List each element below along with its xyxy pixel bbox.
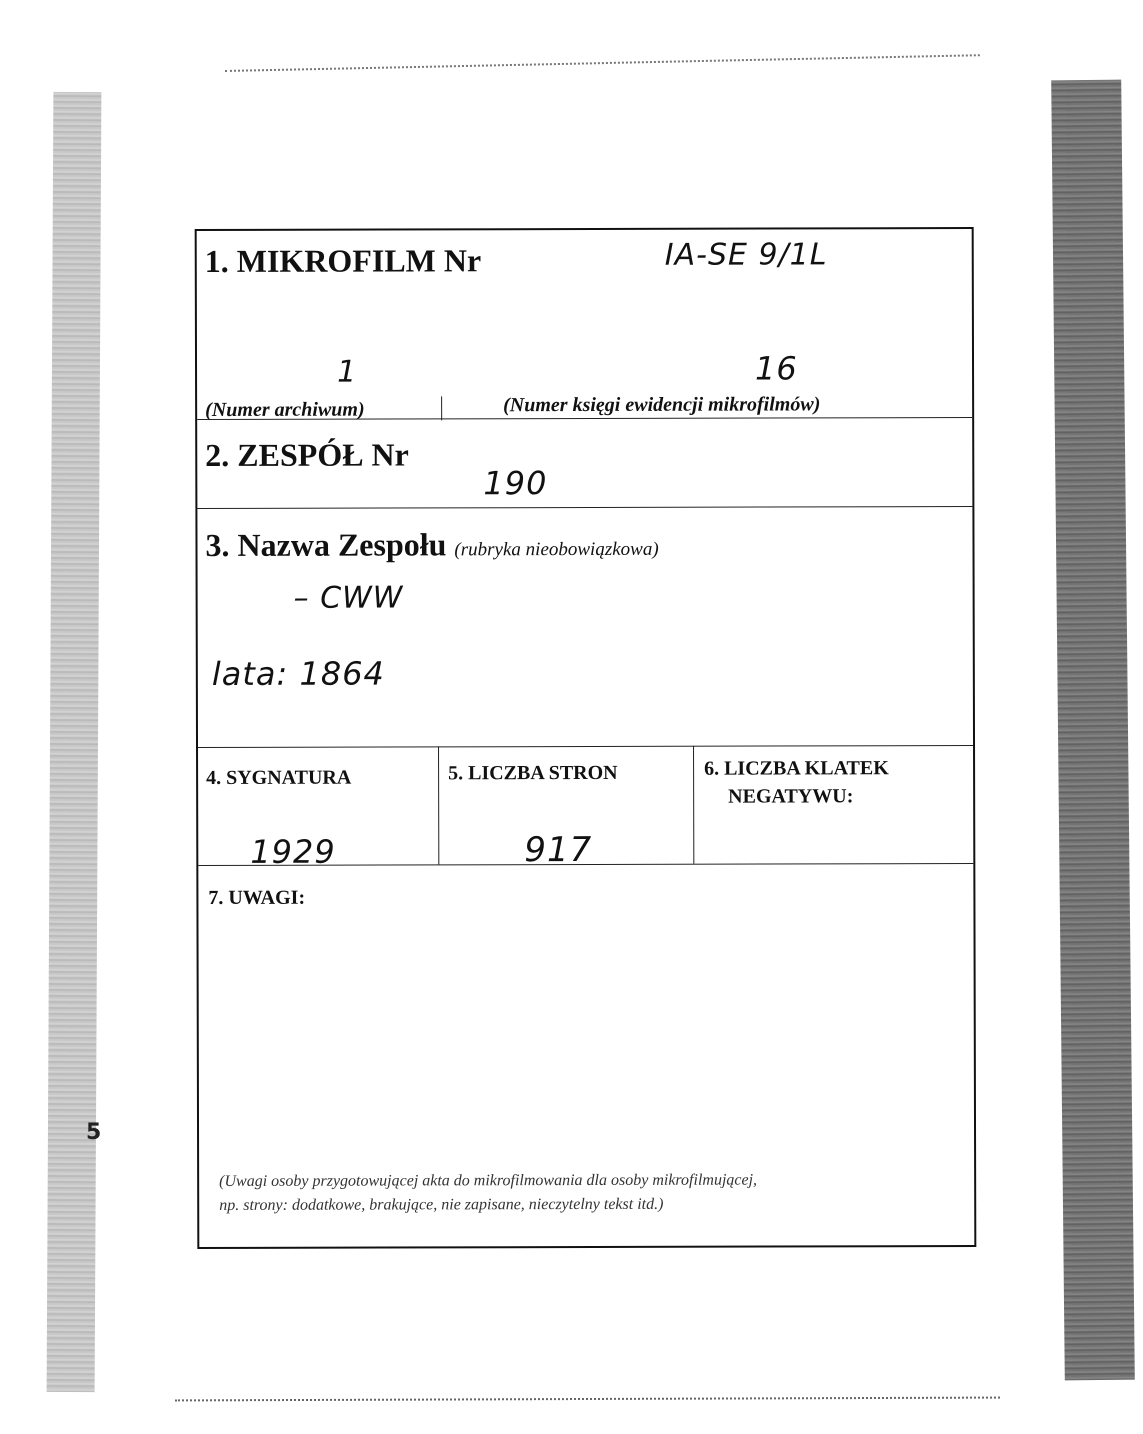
register-number-value: 16: [754, 349, 798, 388]
left-scan-shadow: [47, 92, 102, 1392]
mikrofilm-label: 1. MIKROFILM Nr: [204, 242, 482, 279]
margin-mark: 5: [86, 1120, 102, 1145]
liczba-stron-value: 917: [524, 829, 593, 871]
section3-bottom-line: [198, 745, 973, 748]
section4-divider: [438, 746, 439, 864]
liczba-klatek-label-line1: 6. LICZBA KLATEK: [704, 757, 889, 780]
liczba-klatek-label-line2: NEGATYWU:: [728, 785, 854, 808]
mikrofilm-number-value: IA-SE 9/1L: [664, 237, 828, 273]
section2-bottom-line: [197, 506, 972, 509]
uwagi-note-line2: np. strony: dodatkowe, brakujące, nie zapisane, nieczytelny tekst itd.): [219, 1195, 664, 1214]
liczba-stron-label: 5. LICZBA STRON: [448, 761, 618, 785]
uwagi-note-line1: (Uwagi osoby przygotowującej akta do mikrofilmowania dla osoby mikrofilmującej,: [219, 1171, 758, 1190]
nazwa-zespolu-hint: (rubryka nieobowiązkowa): [454, 538, 659, 561]
zespol-label: 2. ZESPÓŁ Nr: [205, 436, 409, 473]
zespol-name-value: – CWW: [293, 580, 404, 616]
archive-number-value: 1: [336, 354, 358, 390]
page-bottom-edge: [175, 1397, 1000, 1402]
page-top-edge: [225, 54, 980, 72]
register-number-label: (Numer księgi ewidencji mikrofilmów): [503, 393, 821, 417]
nazwa-zespolu-title: 3. Nazwa Zespołu: [205, 526, 447, 563]
section5-divider: [693, 746, 694, 864]
archive-number-label: (Numer archiwum): [205, 398, 365, 421]
section1-divider: [441, 396, 442, 420]
right-scan-shadow: [1051, 80, 1135, 1381]
nazwa-zespolu-label: [205, 526, 658, 564]
uwagi-label: 7. UWAGI:: [208, 886, 306, 909]
microfilm-form: [195, 227, 977, 1249]
sygnatura-value: 1929: [250, 832, 336, 871]
sygnatura-label: 4. SYGNATURA: [206, 766, 352, 789]
zespol-number-value: 190: [483, 464, 548, 503]
zespol-years-value: lata: 1864: [211, 654, 385, 693]
